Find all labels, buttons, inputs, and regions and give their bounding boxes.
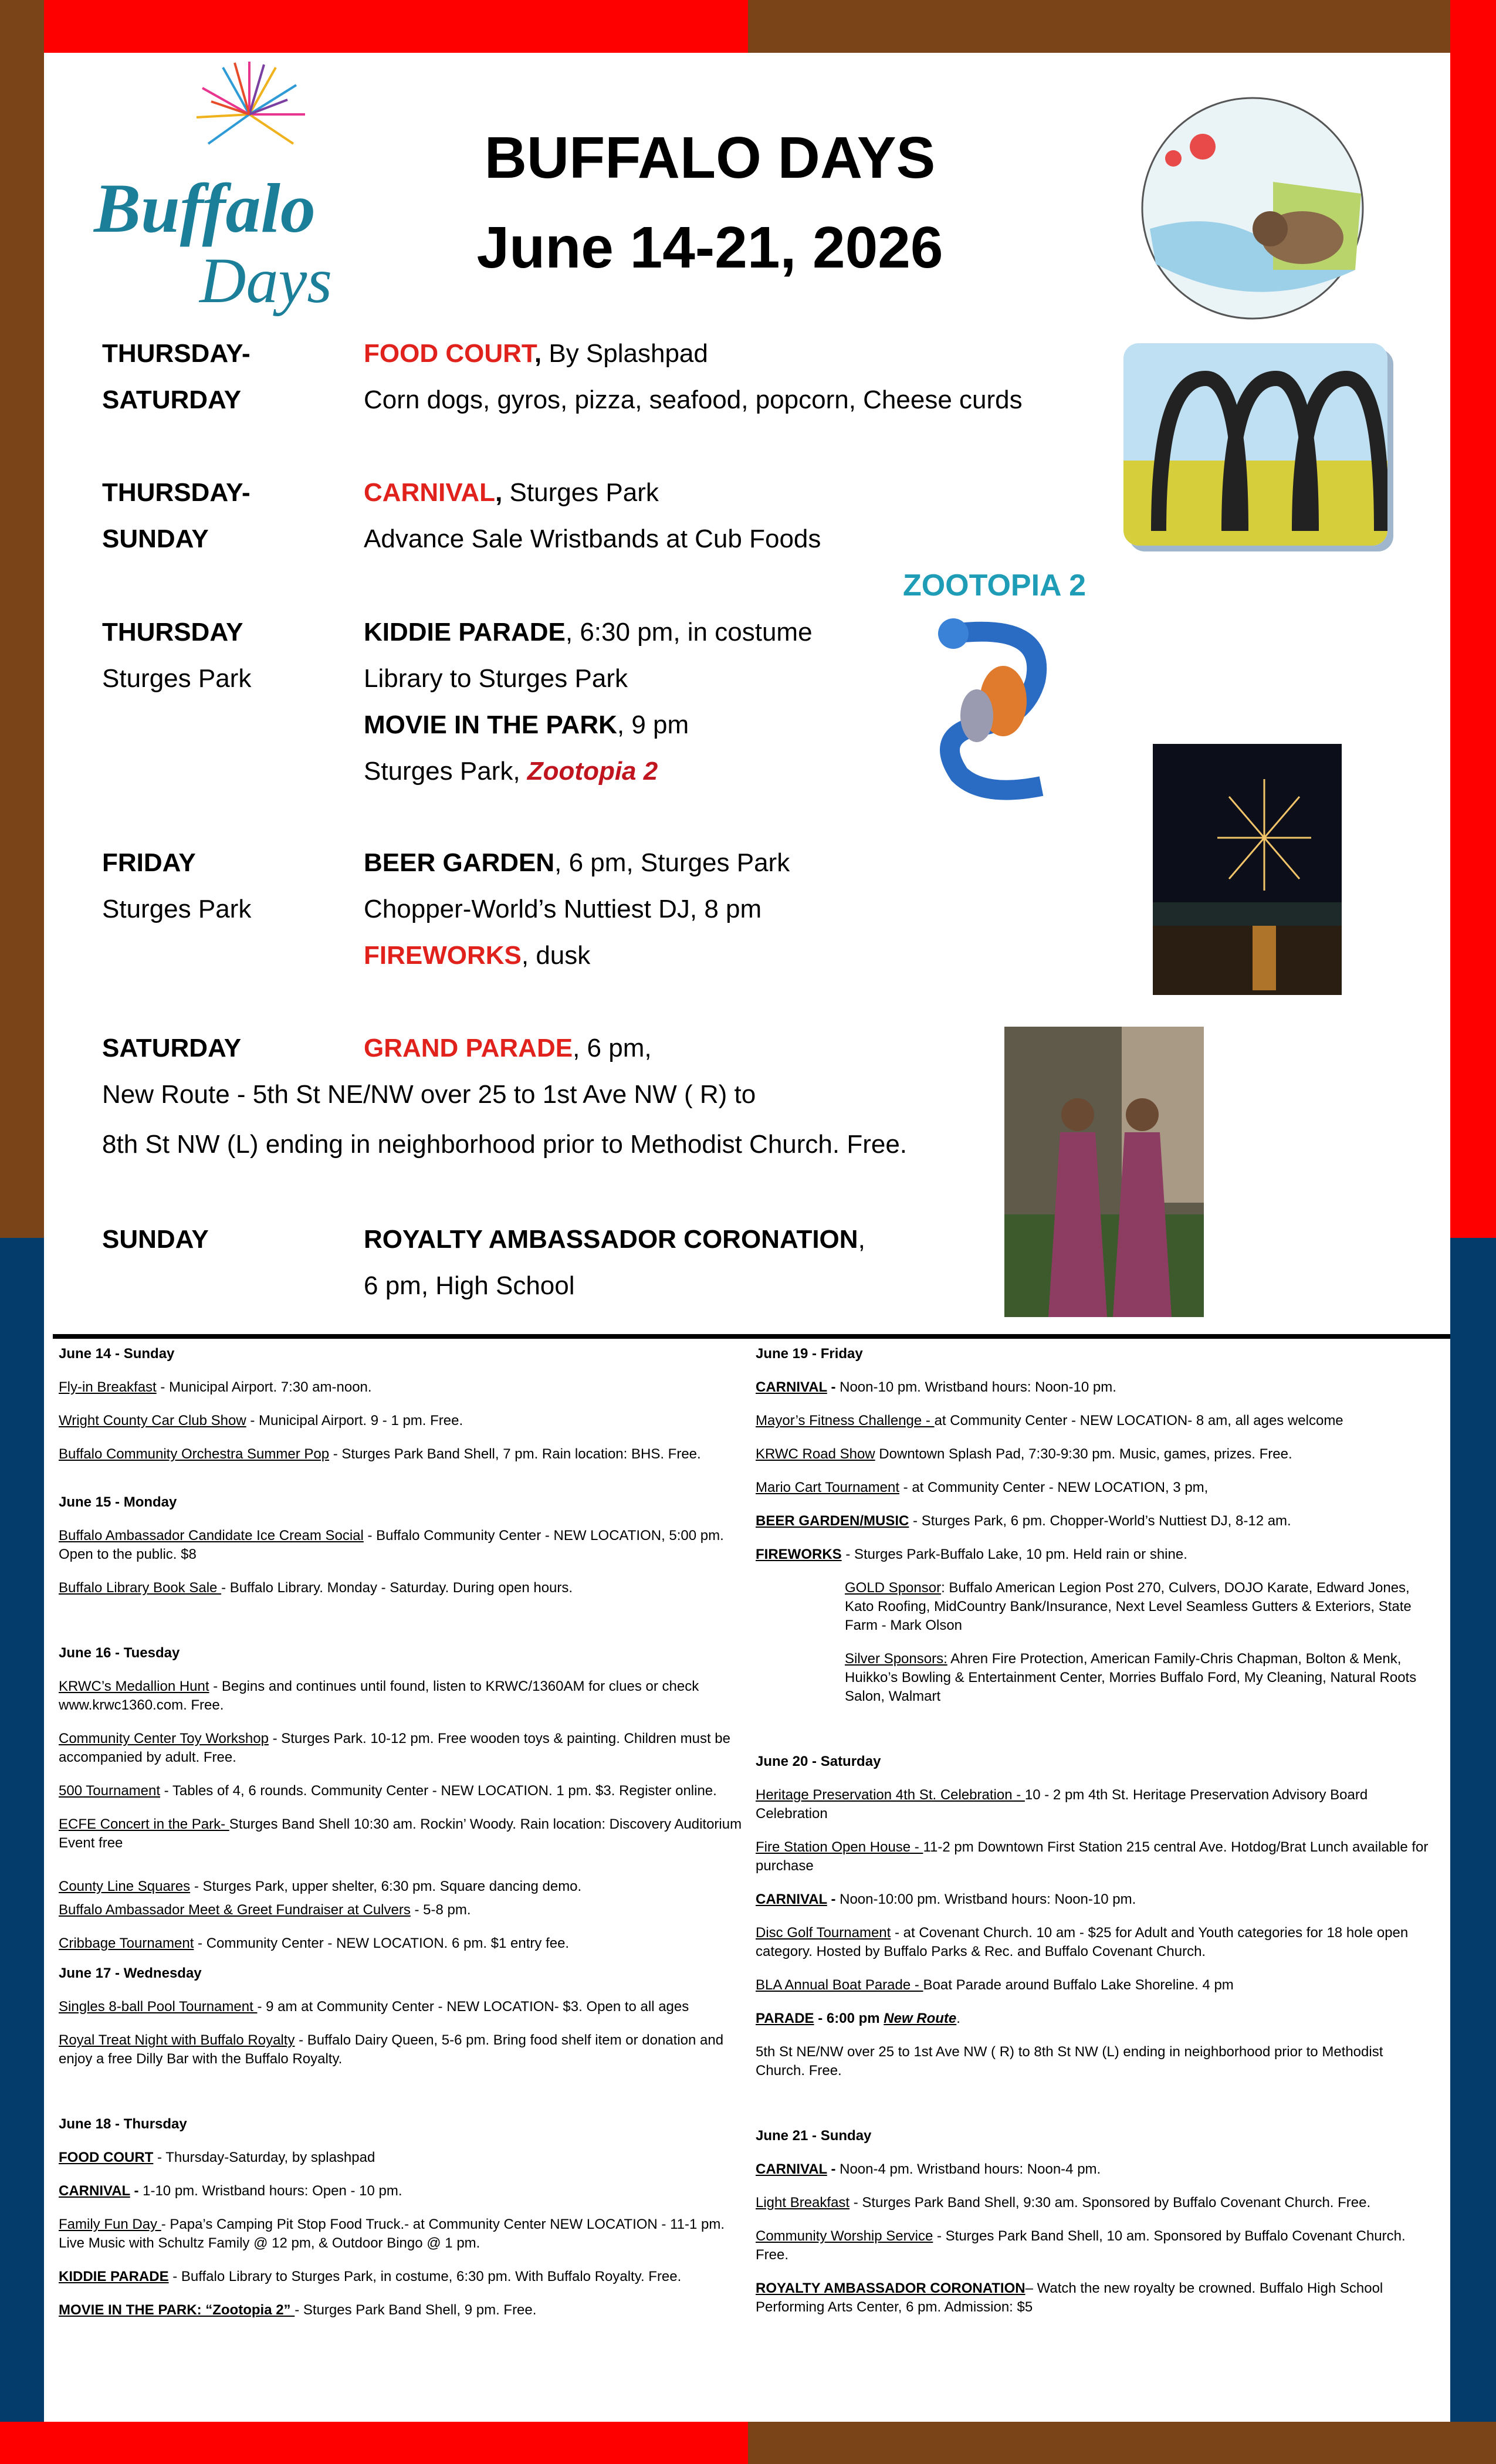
event-link[interactable]: Light Breakfast — [756, 2195, 850, 2211]
grand-parade-line: GRAND PARADE, 6 pm, — [364, 1034, 652, 1062]
schedule-item: FIREWORKS - Sturges Park-Buffalo Lake, 10 pm. Held rain or shine. — [756, 1546, 1187, 1562]
food-court-menu: Corn dogs, gyros, pizza, seafood, popcorn, Cheese curds — [364, 385, 1023, 414]
right-schedule-column — [756, 1345, 1436, 2317]
schedule-item: BLA Annual Boat Parade - Boat Parade around Buffalo Lake Shoreline. 4 pm — [756, 1977, 1234, 1993]
event-link[interactable]: Singles 8-ball Pool Tournament — [59, 1999, 258, 2015]
parade-route-1: New Route - 5th St NE/NW over 25 to 1st Ave NW ( R) to — [102, 1080, 756, 1109]
schedule-item: Family Fun Day - Papa’s Camping Pit Stop Food Truck.- at Community Center NEW LOCATION - 11-1 pm. Live Music with Schultz Family @ 12 pm, & Outdoor Bingo @ 1 pm. — [59, 2216, 725, 2251]
schedule-item: Mayor’s Fitness Challenge - at Community Center - NEW LOCATION- 8 am, all ages welcome — [756, 1413, 1343, 1429]
sponsor-label: GOLD Sponsor — [845, 1580, 942, 1596]
left-schedule-column — [59, 1345, 745, 2320]
food-court-line: FOOD COURT, By Splashpad — [364, 339, 708, 368]
day-heading: June 20 - Saturday — [756, 1754, 881, 1769]
schedule-item: ROYALTY AMBASSADOR CORONATION– Watch the new royalty be crowned. Buffalo High School Performing Arts Center, 6 pm. Admission: $5 — [756, 2280, 1383, 2315]
coronation-details: 6 pm, High School — [364, 1271, 575, 1300]
friday-location: Sturges Park — [102, 895, 252, 923]
frame-left-blue — [0, 1238, 44, 2464]
event-link[interactable]: Buffalo Library Book Sale — [59, 1580, 222, 1596]
silver-sponsors: Silver Sponsors: Ahren Fire Protection, American Family-Chris Chapman, Bolton & Menk, Huikko’s Bowling & Entertainment Center, Morries Buffalo Ford, My Cleaning, Natural Roots Salon, Walmart — [845, 1651, 1417, 1704]
frame-bottom-brown — [748, 2422, 1496, 2464]
schedule-item: Singles 8-ball Pool Tournament - 9 am at Community Center - NEW LOCATION- $3. Open to all ages — [59, 1999, 689, 2015]
beer-garden-line: BEER GARDEN, 6 pm, Sturges Park — [364, 848, 790, 877]
carnival-day-1: THURSDAY- — [102, 478, 251, 507]
frame-top-red — [0, 0, 748, 53]
frame-bottom-red — [0, 2422, 748, 2464]
parade-route-2: 8th St NW (L) ending in neighborhood prior to Methodist Church. Free. — [102, 1130, 908, 1159]
sunday-day: SUNDAY — [102, 1225, 209, 1254]
day-heading: June 19 - Friday — [756, 1346, 863, 1362]
day-heading: June 14 - Sunday — [59, 1346, 175, 1362]
royalty-photo — [1004, 1027, 1204, 1317]
schedule-item: CARNIVAL - Noon-10 pm. Wristband hours: Noon-10 pm. — [756, 1379, 1116, 1395]
event-link[interactable]: ECFE Concert in the Park- — [59, 1816, 229, 1832]
event-link[interactable]: Community Center Toy Workshop — [59, 1731, 269, 1747]
schedule-item: Community Worship Service - Sturges Park Band Shell, 10 am. Sponsored by Buffalo Covenant Church. Free. — [756, 2228, 1406, 2263]
event-link[interactable]: Fire Station Open House - — [756, 1839, 923, 1855]
thursday-location: Sturges Park — [102, 664, 252, 693]
schedule-item: County Line Squares - Sturges Park, upper shelter, 6:30 pm. Square dancing demo. — [59, 1879, 582, 1894]
event-link[interactable]: MOVIE IN THE PARK: “Zootopia 2” — [59, 2302, 295, 2318]
coronation-title: ROYALTY AMBASSADOR CORONATION — [364, 1225, 858, 1254]
schedule-item: Community Center Toy Workshop - Sturges Park. 10-12 pm. Free wooden toys & painting. Children must be accompanied by adult. Free. — [59, 1731, 730, 1765]
beer-garden-title: BEER GARDEN — [364, 848, 555, 877]
schedule-item: Mario Cart Tournament - at Community Center - NEW LOCATION, 3 pm, — [756, 1480, 1209, 1495]
event-link[interactable]: Heritage Preservation 4th St. Celebration - — [756, 1787, 1025, 1803]
event-link[interactable]: FIREWORKS — [756, 1546, 842, 1562]
thursday-day: THURSDAY — [102, 618, 243, 647]
frame-left-brown — [0, 0, 44, 1238]
frame-right-red — [1450, 0, 1496, 1238]
carnival-wristbands: Advance Sale Wristbands at Cub Foods — [364, 524, 821, 553]
food-day-2: SATURDAY — [102, 385, 242, 414]
movie-place-line: Sturges Park, Zootopia 2 — [364, 757, 658, 786]
zootopia-poster-image — [901, 551, 1088, 810]
friday-day: FRIDAY — [102, 848, 196, 877]
schedule-item: Fire Station Open House - 11-2 pm Downtown First Station 215 central Ave. Hotdog/Brat Lunch available for purchase — [756, 1839, 1429, 1874]
event-link[interactable]: Disc Golf Tournament — [756, 1925, 891, 1941]
event-link[interactable]: CARNIVAL — [59, 2183, 130, 2199]
event-link[interactable]: KRWC Road Show — [756, 1446, 875, 1462]
event-link[interactable]: Family Fun Day — [59, 2216, 161, 2232]
carnival-title: CARNIVAL — [364, 478, 496, 507]
schedule-item: Heritage Preservation 4th St. Celebration - 10 - 2 pm 4th St. Heritage Preservation Advisory Board Celebration — [756, 1787, 1368, 1822]
sponsor-label: Silver Sponsors: — [845, 1651, 947, 1667]
buffalo-days-logo — [82, 56, 334, 326]
frame-right-blue — [1450, 1238, 1496, 2464]
carnival-day-2: SUNDAY — [102, 524, 209, 553]
kiddie-parade-line: KIDDIE PARADE, 6:30 pm, in costume — [364, 618, 813, 647]
fireworks-title: FIREWORKS — [364, 941, 522, 970]
event-link[interactable]: Wright County Car Club Show — [59, 1413, 246, 1429]
kiddie-parade-route: Library to Sturges Park — [364, 664, 628, 693]
fireworks-photo — [1153, 744, 1342, 995]
event-link[interactable]: County Line Squares — [59, 1879, 191, 1894]
event-link[interactable]: PARADE — [756, 2011, 814, 2026]
buffalo-drawing-image — [1138, 94, 1367, 323]
schedule-item: CARNIVAL - 1-10 pm. Wristband hours: Open - 10 pm. — [59, 2183, 402, 2199]
schedule-item: FOOD COURT - Thursday-Saturday, by splashpad — [59, 2150, 375, 2165]
day-heading: June 16 - Tuesday — [59, 1645, 180, 1661]
event-link[interactable]: Royal Treat Night with Buffalo Royalty — [59, 2032, 295, 2048]
event-link[interactable]: Buffalo Ambassador Candidate Ice Cream Social — [59, 1528, 364, 1544]
schedule-item: Royal Treat Night with Buffalo Royalty - Buffalo Dairy Queen, 5-6 pm. Bring food shelf item or donation and enjoy a free Dilly Bar with the Buffalo Royalty. — [59, 2032, 724, 2067]
fireworks-line: FIREWORKS, dusk — [364, 941, 591, 970]
schedule-item: Cribbage Tournament - Community Center - NEW LOCATION. 6 pm. $1 entry fee. — [59, 1935, 570, 1951]
event-link[interactable]: Community Worship Service — [756, 2228, 933, 2244]
schedule-item: CARNIVAL - Noon-4 pm. Wristband hours: Noon-4 pm. — [756, 2161, 1101, 2177]
section-divider — [53, 1334, 1450, 1339]
movie-line: MOVIE IN THE PARK, 9 pm — [364, 710, 689, 739]
day-heading: June 18 - Thursday — [59, 2116, 187, 2132]
schedule-item: 500 Tournament - Tables of 4, 6 rounds. Community Center - NEW LOCATION. 1 pm. $3. Register online. — [59, 1783, 717, 1799]
event-link[interactable]: CARNIVAL — [756, 1891, 827, 1907]
schedule-item: Buffalo Ambassador Candidate Ice Cream Social - Buffalo Community Center - NEW LOCATION, 5:00 pm. Open to the public. $8 — [59, 1528, 724, 1562]
event-link[interactable]: KRWC’s Medallion Hunt — [59, 1678, 209, 1694]
event-link[interactable]: Mario Cart Tournament — [756, 1480, 899, 1495]
event-link[interactable]: Cribbage Tournament — [59, 1935, 194, 1951]
event-link[interactable]: Buffalo Ambassador Meet & Greet Fundraiser at Culvers — [59, 1902, 411, 1918]
dj-line: Chopper-World’s Nuttiest DJ, 8 pm — [364, 895, 762, 923]
svg-text:ZOOTOPIA 2: ZOOTOPIA 2 — [902, 568, 1087, 603]
schedule-item: Buffalo Library Book Sale - Buffalo Library. Monday - Saturday. During open hours. — [59, 1580, 573, 1596]
schedule-item: CARNIVAL - Noon-10:00 pm. Wristband hours: Noon-10 pm. — [756, 1891, 1136, 1907]
gold-sponsors: GOLD Sponsor: Buffalo American Legion Post 270, Culvers, DOJO Karate, Edward Jones, Kato Roofing, MidCountry Bank/Insurance, Next Level Seamless Gutters & Exteriors, State Farm - Mark Olson — [845, 1580, 1412, 1633]
svg-text:Days: Days — [199, 245, 333, 316]
event-link[interactable]: Buffalo Community Orchestra Summer Pop — [59, 1446, 330, 1462]
event-link[interactable]: ROYALTY AMBASSADOR CORONATION — [756, 2280, 1025, 2296]
carnival-ride-image — [1123, 343, 1387, 546]
event-link[interactable]: Mayor’s Fitness Challenge - — [756, 1413, 935, 1429]
schedule-item: PARADE - 6:00 pm New Route. — [756, 2011, 960, 2026]
schedule-item: KRWC Road Show Downtown Splash Pad, 7:30-9:30 pm. Music, games, prizes. Free. — [756, 1446, 1292, 1462]
schedule-item: ECFE Concert in the Park- Sturges Band Shell 10:30 am. Rockin’ Woody. Rain location: Discovery Auditorium Event free — [59, 1816, 742, 1851]
schedule-item: Fly-in Breakfast - Municipal Airport. 7:30 am-noon. — [59, 1379, 372, 1395]
day-heading: June 17 - Wednesday — [59, 1965, 202, 1981]
coronation-line: ROYALTY AMBASSADOR CORONATION, — [364, 1225, 865, 1254]
event-link[interactable]: CARNIVAL — [756, 1379, 827, 1395]
schedule-item: KRWC’s Medallion Hunt - Begins and continues until found, listen to KRWC/1360AM for clues or check www.krwc1360.com. Free. — [59, 1678, 699, 1713]
schedule-item: Buffalo Ambassador Meet & Greet Fundraiser at Culvers - 5-8 pm. — [59, 1902, 471, 1918]
schedule-item: BEER GARDEN/MUSIC - Sturges Park, 6 pm. Chopper-World’s Nuttiest DJ, 8-12 am. — [756, 1513, 1291, 1529]
day-heading: June 21 - Sunday — [756, 2128, 872, 2144]
saturday-day: SATURDAY — [102, 1034, 242, 1062]
event-link[interactable]: BEER GARDEN/MUSIC — [756, 1513, 909, 1529]
food-court-title: FOOD COURT — [364, 339, 534, 368]
schedule-item: Disc Golf Tournament - at Covenant Church. 10 am - $25 for Adult and Youth categories for 18 hole open category. Hosted by Buffalo Parks & Rec. and Buffalo Covenant Church. — [756, 1925, 1409, 1959]
svg-text:Buffalo: Buffalo — [94, 169, 316, 247]
schedule-item: MOVIE IN THE PARK: “Zootopia 2” - Sturges Park Band Shell, 9 pm. Free. — [59, 2302, 537, 2318]
event-link[interactable]: BLA Annual Boat Parade - — [756, 1977, 923, 1993]
event-link[interactable]: FOOD COURT — [59, 2150, 154, 2165]
schedule-item: 5th St NE/NW over 25 to 1st Ave NW ( R) to 8th St NW (L) ending in neighborhood prior to Methodist Church. Free. — [756, 2044, 1383, 2079]
page-title: BUFFALO DAYS — [484, 125, 936, 191]
schedule-item: Buffalo Community Orchestra Summer Pop - Sturges Park Band Shell, 7 pm. Rain location: BHS. Free. — [59, 1446, 701, 1462]
event-link[interactable]: 500 Tournament — [59, 1783, 161, 1799]
day-heading: June 15 - Monday — [59, 1494, 177, 1510]
movie-title: MOVIE IN THE PARK — [364, 710, 617, 739]
schedule-item: Light Breakfast - Sturges Park Band Shell, 9:30 am. Sponsored by Buffalo Covenant Church. Free. — [756, 2195, 1371, 2211]
food-day-1: THURSDAY- — [102, 339, 251, 368]
grand-parade-title: GRAND PARADE — [364, 1034, 573, 1062]
event-dates: June 14-21, 2026 — [476, 215, 943, 280]
frame-top-brown — [748, 0, 1496, 53]
schedule-item: KIDDIE PARADE - Buffalo Library to Sturges Park, in costume, 6:30 pm. With Buffalo Royalty. Free. — [59, 2269, 682, 2284]
event-link[interactable]: CARNIVAL — [756, 2161, 827, 2177]
carnival-line: CARNIVAL, Sturges Park — [364, 478, 659, 507]
schedule-item: Wright County Car Club Show - Municipal Airport. 9 - 1 pm. Free. — [59, 1413, 463, 1429]
event-link[interactable]: Fly-in Breakfast — [59, 1379, 157, 1395]
event-link[interactable]: KIDDIE PARADE — [59, 2269, 169, 2284]
kiddie-parade-title: KIDDIE PARADE — [364, 618, 566, 647]
movie-name: Zootopia 2 — [527, 757, 658, 786]
